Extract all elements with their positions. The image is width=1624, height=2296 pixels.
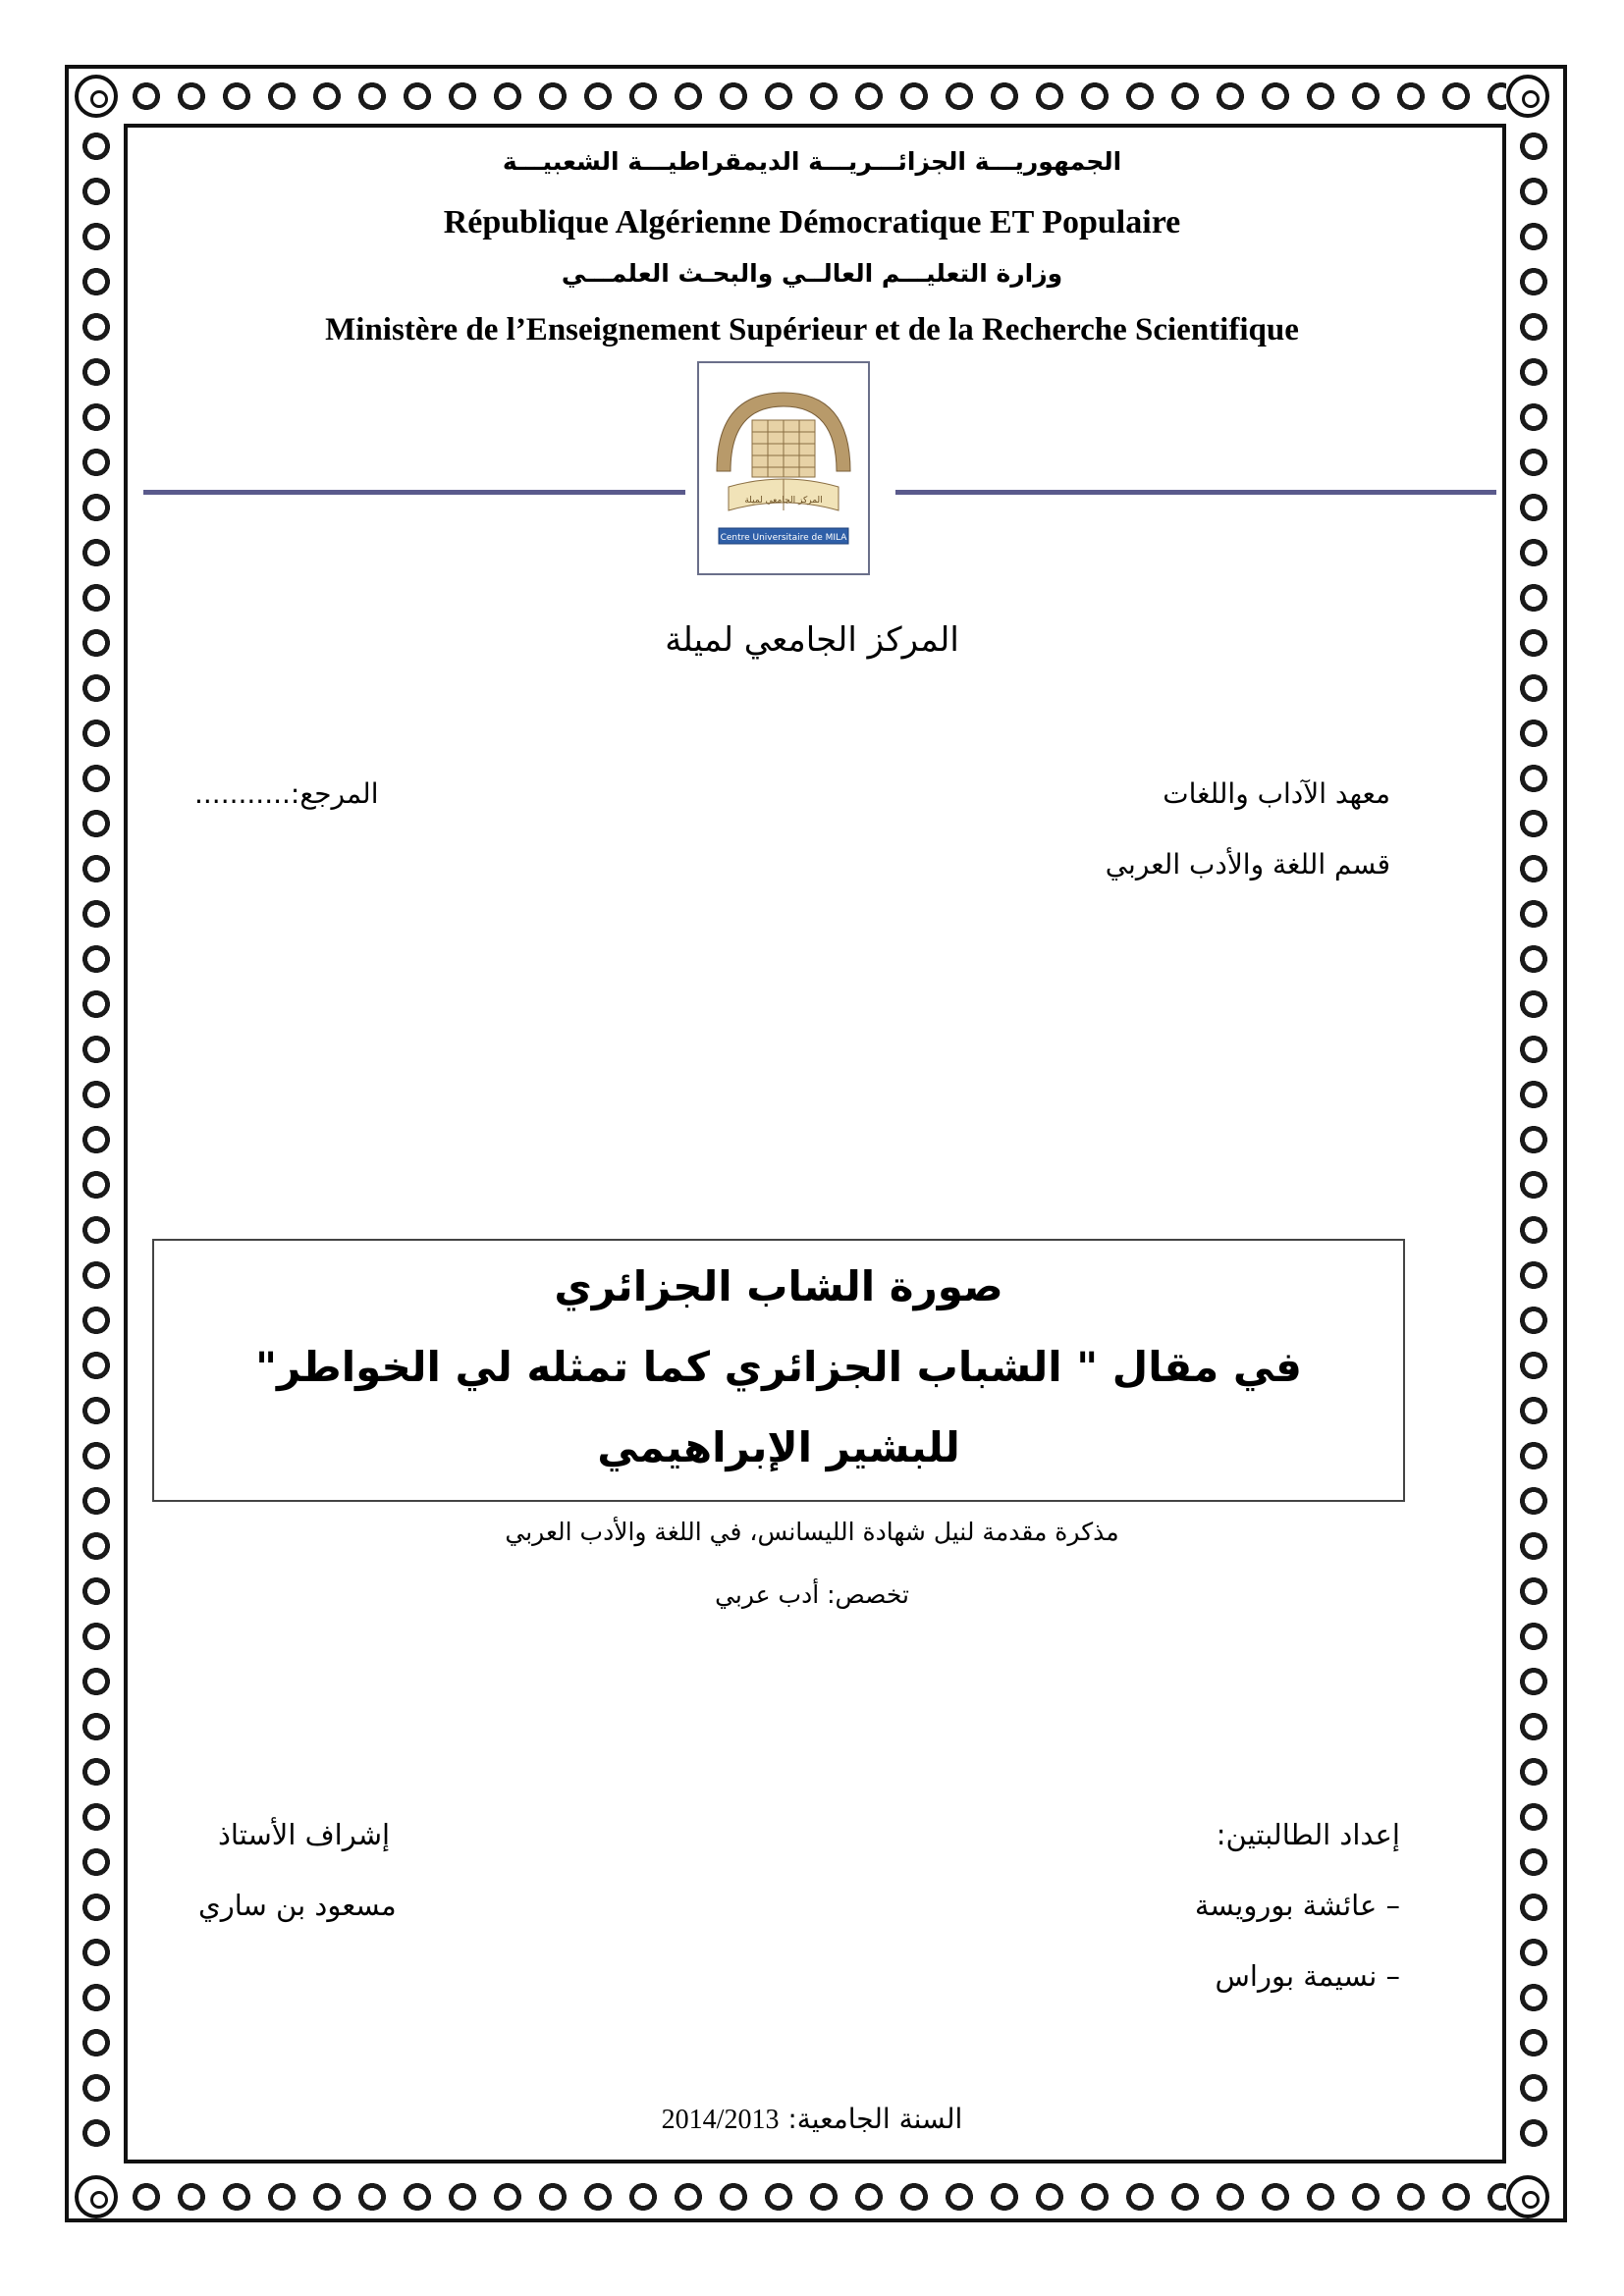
logo-building-icon xyxy=(699,363,868,573)
corner-ornament-icon xyxy=(1506,75,1549,118)
corner-ornament-icon xyxy=(75,2175,118,2218)
university-logo xyxy=(697,361,870,575)
academic-year-value: 2014/2013 xyxy=(661,2105,780,2135)
thesis-title-box xyxy=(152,1239,1405,1502)
department-name: قسم اللغة والأدب العربي xyxy=(1105,848,1390,881)
institute-name: معهد الآداب واللغات xyxy=(1163,777,1390,810)
student-name: – نسيمة بوراس xyxy=(1215,1959,1400,1993)
corner-ornament-icon xyxy=(75,75,118,118)
academic-year xyxy=(137,2103,1487,2136)
student-name: – عائشة بورويسة xyxy=(1194,1889,1400,1922)
logo-caption: Centre Universitaire de MILA xyxy=(720,533,847,543)
supervisor-label: إشراف الأستاذ xyxy=(218,1818,391,1851)
title-line-3: للبشير الإبراهيمي xyxy=(597,1423,960,1471)
divider-left xyxy=(143,490,685,495)
ministry-ar: وزارة التعليـــم العالــي والبحـث العلمـــي xyxy=(561,259,1063,288)
corner-ornament-icon xyxy=(1506,2175,1549,2218)
specialty: تخصص: أدب عربي xyxy=(715,1580,909,1609)
academic-year-label: السنة الجامعية: xyxy=(787,2103,963,2135)
divider-right xyxy=(895,490,1496,495)
republic-ar: الجمهوريـــة الجزائـــريـــة الديمقراطيـــة الشعبيـــة xyxy=(502,147,1122,176)
title-line-2: في مقال " الشباب الجزائري كما تمثله لي الخواطر" xyxy=(255,1343,1302,1391)
center-name: المركز الجامعي لميلة xyxy=(665,620,959,660)
students-label: إعداد الطالبتين: xyxy=(1216,1818,1400,1851)
svg-text:المركز الجامعي لميلة: المركز الجامعي لميلة xyxy=(744,496,823,506)
ministry-fr: Ministère de l’Enseignement Supérieur et de la Recherche Scientifique xyxy=(325,312,1299,347)
supervisor-name: مسعود بن ساري xyxy=(198,1889,397,1922)
republic-fr: République Algérienne Démocratique ET Populaire xyxy=(443,204,1181,240)
memo-description: مذكرة مقدمة لنيل شهادة الليسانس، في اللغة والأدب العربي xyxy=(505,1518,1119,1546)
title-line-1: صورة الشاب الجزائري xyxy=(554,1262,1003,1310)
reference-field: المرجع:........... xyxy=(194,777,379,810)
